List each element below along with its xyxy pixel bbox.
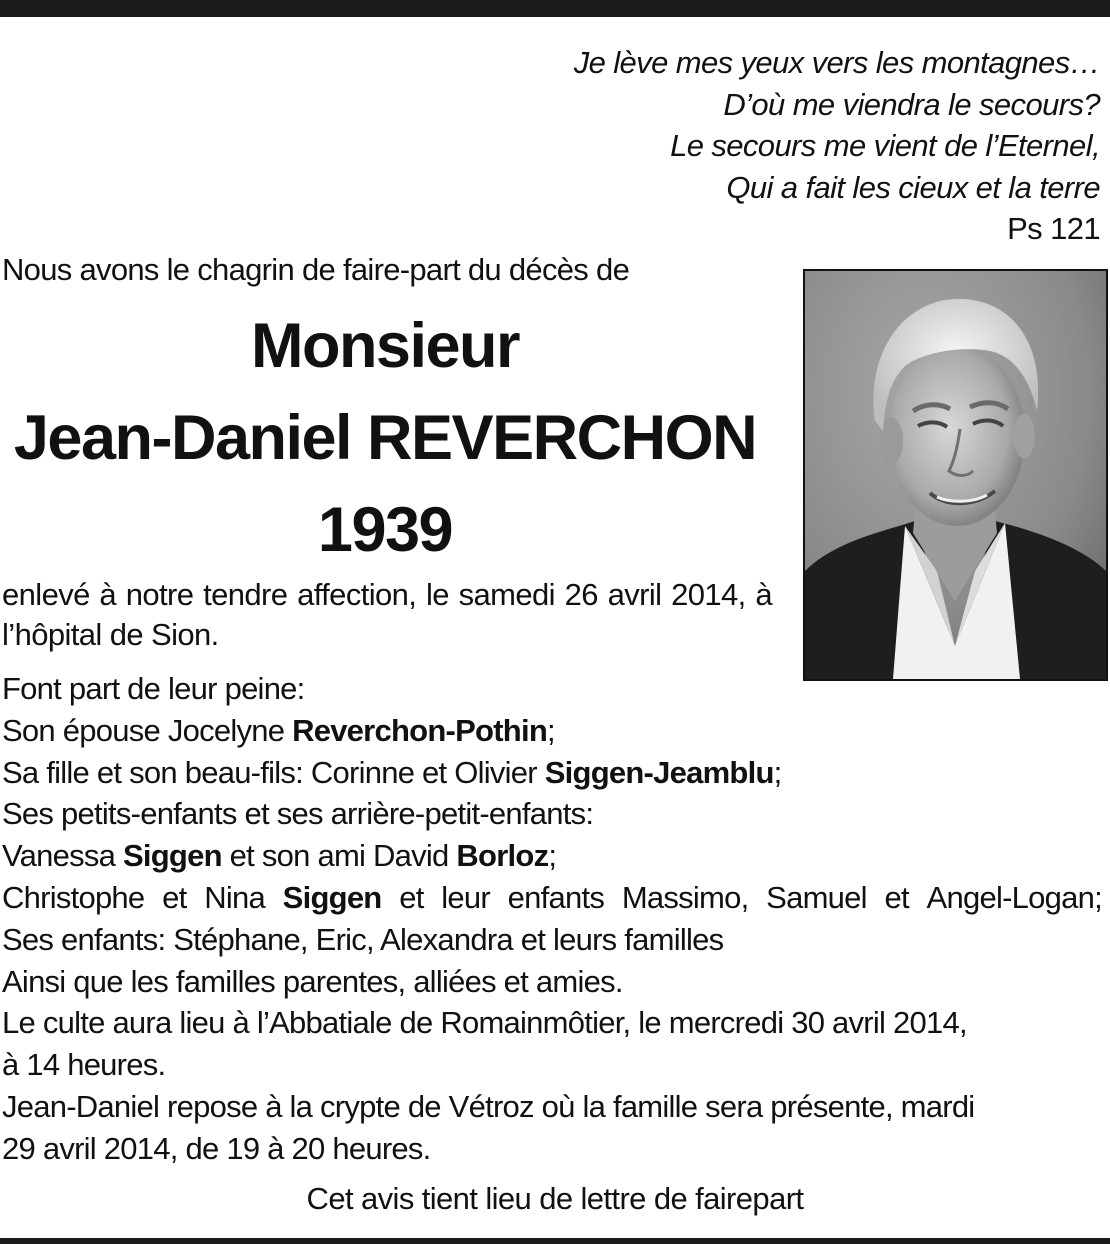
christophe-word: Nina xyxy=(204,879,265,915)
daughter-suffix: ; xyxy=(773,754,782,790)
portrait-photo-icon xyxy=(805,271,1106,679)
bottom-rule xyxy=(0,1238,1110,1244)
vanessa-line xyxy=(2,835,1102,877)
verse-line: Je lève mes yeux vers les montagnes… xyxy=(573,45,1100,80)
spouse-line xyxy=(2,710,1102,752)
christophe-name: Siggen xyxy=(282,879,382,915)
christophe-word: Massimo, xyxy=(621,879,749,915)
visitation-line: Jean-Daniel repose à la crypte de Vétroz où la famille sera présente, mardi xyxy=(2,1088,975,1124)
vanessa-prefix: Vanessa xyxy=(2,838,123,874)
vanessa-name: Siggen xyxy=(122,838,222,874)
david-name: Borloz xyxy=(456,838,549,874)
grandchildren-intro: Ses petits-enfants et ses arrière-petit-enfants: xyxy=(2,796,594,832)
verse-line: D’où me viendra le secours? xyxy=(723,86,1100,122)
deceased-birth-year: 1939 xyxy=(317,495,453,565)
spouse-suffix: ; xyxy=(547,712,555,748)
family-intro: Font part de leur peine: xyxy=(2,671,305,706)
christophe-word: et xyxy=(399,879,424,915)
death-notice: enlevé à notre tendre affection, le samedi 26 avril 2014, à l’hôpital de Sion. xyxy=(2,577,772,652)
deceased-title: Monsieur xyxy=(250,311,520,381)
visitation-time: 29 avril 2014, de 19 à 20 heures. xyxy=(2,1130,431,1166)
vanessa-mid: et son ami David xyxy=(221,838,457,874)
christophe-word: et xyxy=(884,879,909,915)
footer-note: Cet avis tient lieu de lettre de fairepart xyxy=(306,1181,804,1216)
daughter-line xyxy=(2,752,1102,794)
verse-reference: Ps 121 xyxy=(1007,211,1100,246)
verse-line: Qui a fait les cieux et la terre xyxy=(726,169,1100,205)
christophe-word: leur xyxy=(441,879,490,915)
spouse-name: Reverchon-Pothin xyxy=(292,712,548,748)
ceremony-line: Le culte aura lieu à l’Abbatiale de Romainmôtier, le mercredi 30 avril 2014, xyxy=(2,1005,967,1041)
family-notice xyxy=(2,668,1102,1170)
psalm-verse xyxy=(400,42,1100,250)
daughter-name: Siggen-Jeamblu xyxy=(544,754,774,790)
christophe-line xyxy=(2,877,1102,919)
christophe-word: et xyxy=(162,879,187,915)
relatives-line: Ainsi que les familles parentes, alliées et amies. xyxy=(2,963,623,999)
christophe-word: Christophe xyxy=(2,879,145,915)
spouse-prefix: Son épouse Jocelyne xyxy=(2,712,293,748)
deceased-name: Jean-Daniel REVERCHON xyxy=(13,403,757,473)
children-line: Ses enfants: Stéphane, Eric, Alexandra et leurs familles xyxy=(2,921,724,957)
daughter-prefix: Sa fille et son beau-fils: Corinne et Olivier xyxy=(2,754,545,790)
portrait-photo xyxy=(803,269,1108,681)
christophe-word: enfants xyxy=(507,879,605,915)
verse-line: Le secours me vient de l’Eternel, xyxy=(670,128,1100,163)
vanessa-suffix: ; xyxy=(548,838,557,874)
ceremony-time: à 14 heures. xyxy=(2,1047,166,1083)
top-rule xyxy=(0,0,1110,17)
christophe-word: Samuel xyxy=(766,879,867,915)
deceased-name-block xyxy=(0,300,770,576)
announcement-intro: Nous avons le chagrin de faire-part du décès de xyxy=(2,252,630,287)
christophe-word: Angel-Logan; xyxy=(926,879,1102,915)
